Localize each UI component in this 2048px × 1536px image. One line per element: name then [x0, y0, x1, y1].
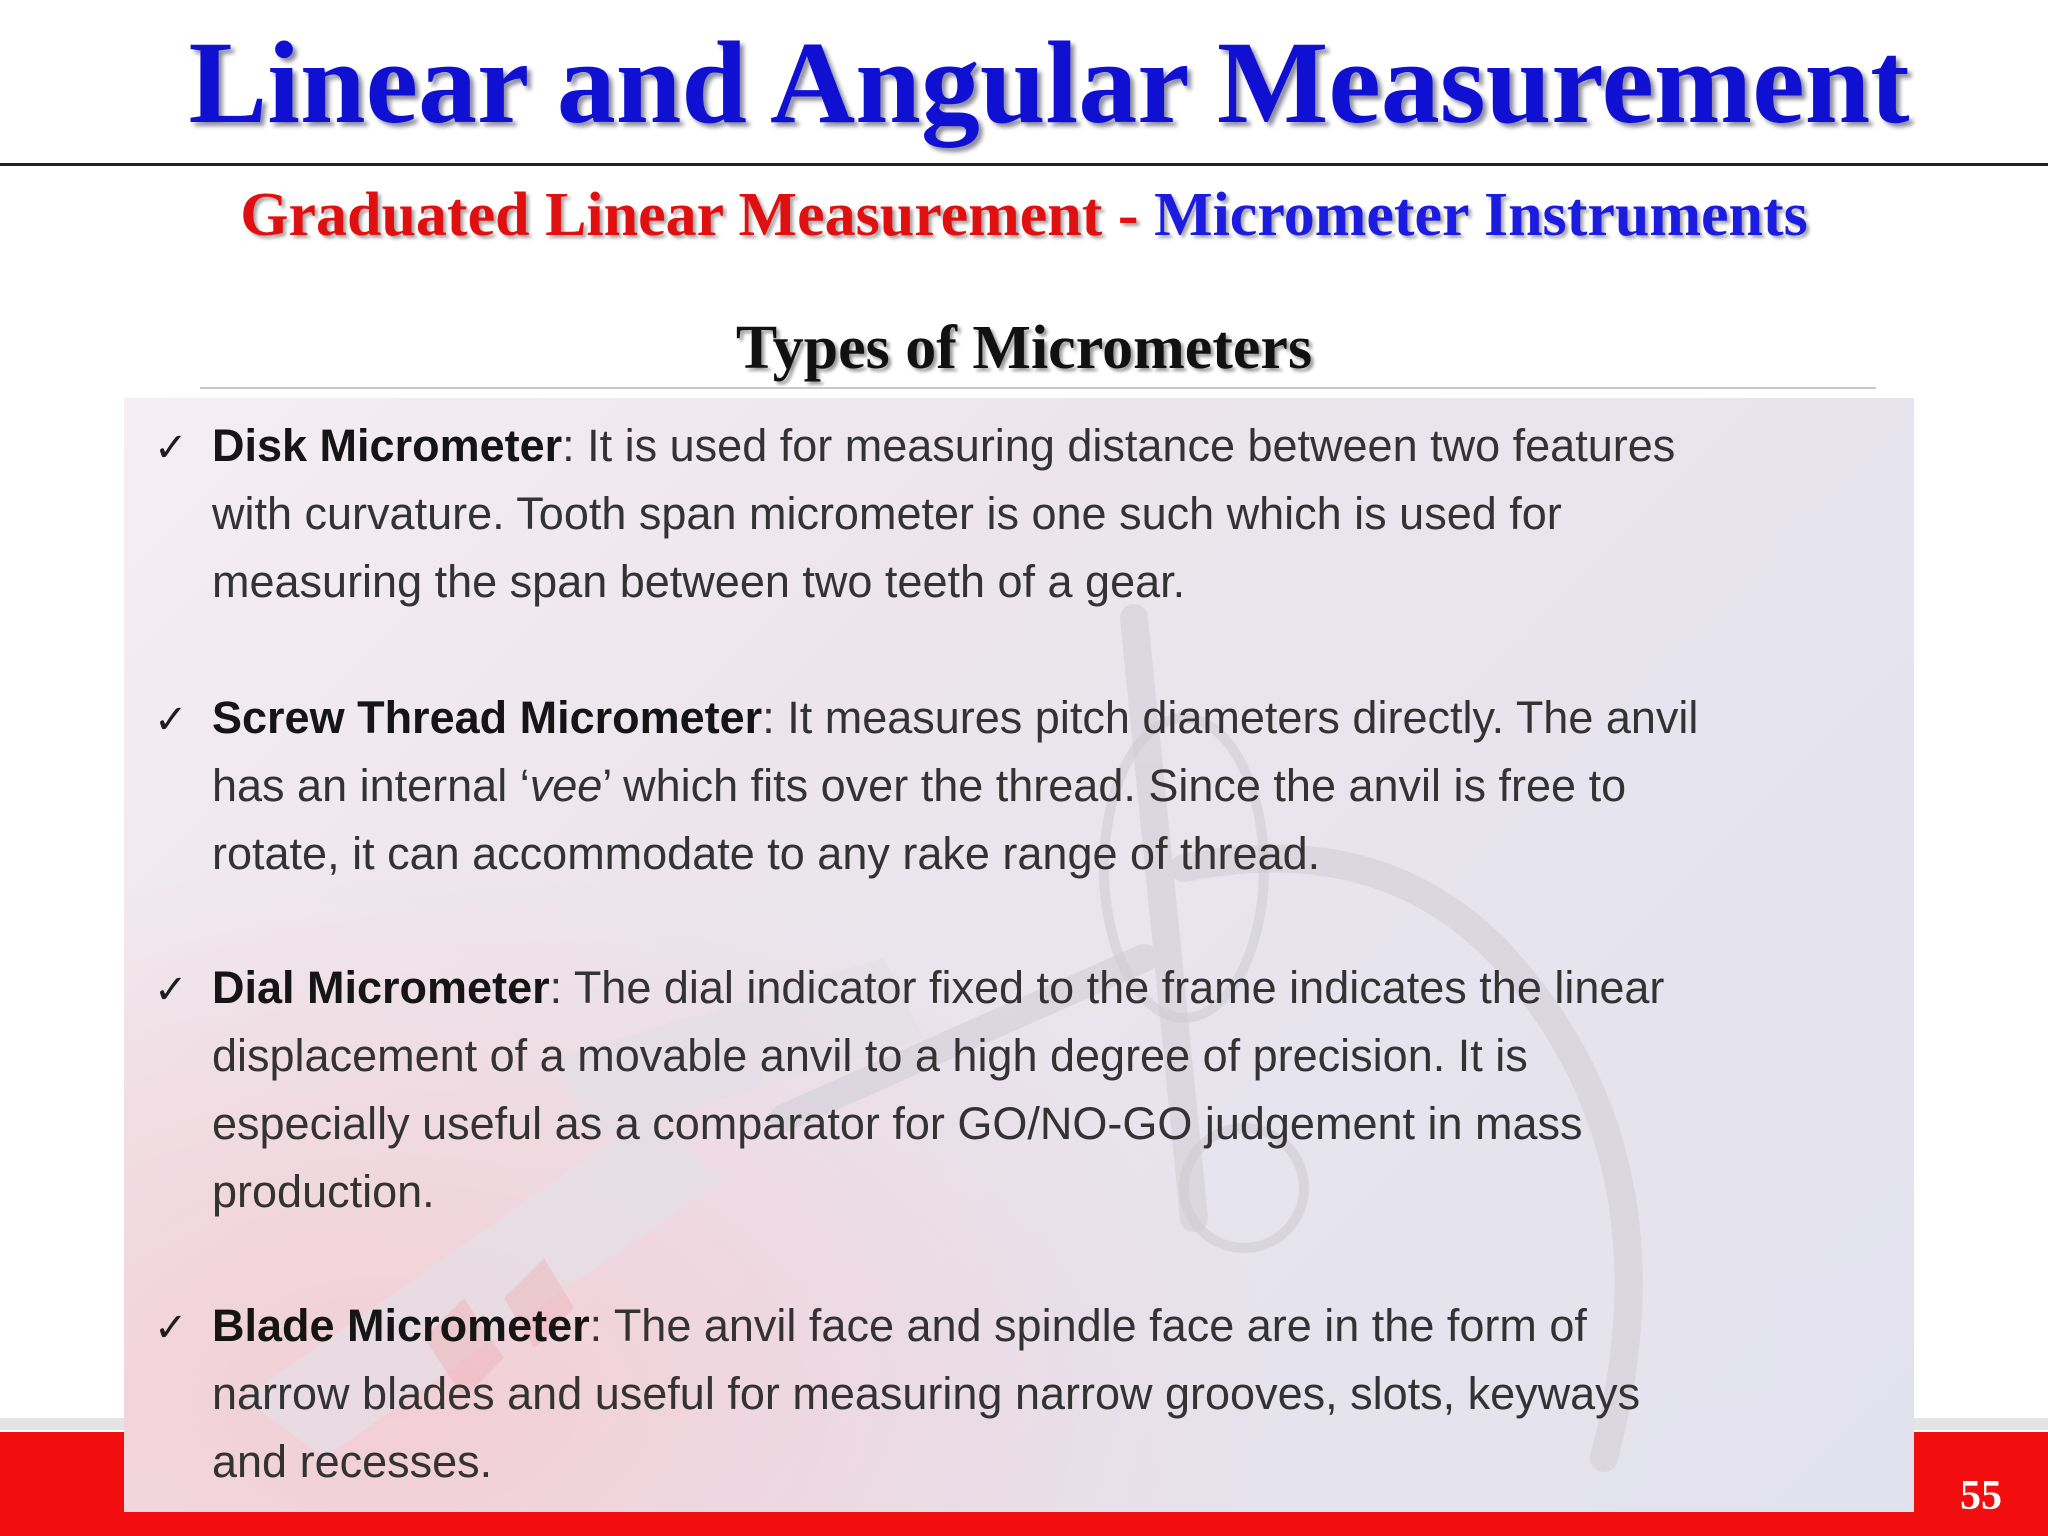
- bullet-line: : The dial indicator fixed to the frame indicates the linear: [549, 962, 1665, 1013]
- bullet-line: especially useful as a comparator for GO/NO-GO judgement in mass: [212, 1098, 1583, 1149]
- bullet-term: Dial Micrometer: [212, 962, 550, 1013]
- bullet-term: Blade Micrometer: [212, 1300, 590, 1351]
- bullet-line: with curvature. Tooth span micrometer is one such which is used for: [212, 488, 1562, 539]
- bullet-line-part: ’ which fits over the thread. Since the anvil is free to: [602, 760, 1627, 811]
- bullet-list: [124, 398, 1914, 1512]
- bullet-term: Disk Micrometer: [212, 420, 563, 471]
- heading-divider: [200, 387, 1876, 389]
- bullet-term: Screw Thread Micrometer: [212, 692, 763, 743]
- bullet-italic-term: vee: [529, 760, 603, 811]
- bullet-line: production.: [212, 1166, 435, 1217]
- bullet-line-part: has an internal ‘: [212, 760, 530, 811]
- bullet-line: : It is used for measuring distance between two features: [562, 420, 1676, 471]
- subtitle-topic: Graduated Linear Measurement: [240, 181, 1103, 249]
- bullet-line: : The anvil face and spindle face are in the form of: [589, 1300, 1587, 1351]
- subtitle-subtopic: Micrometer Instruments: [1154, 181, 1808, 249]
- subtitle-separator: -: [1102, 181, 1155, 249]
- bullet-text: [212, 412, 1912, 480]
- bullet-line: : It measures pitch diameters directly. The anvil: [762, 692, 1699, 743]
- bullet-text: [212, 684, 1912, 752]
- bullet-line: narrow blades and useful for measuring narrow grooves, slots, keyways: [212, 1368, 1641, 1419]
- bullet-text: [212, 954, 1912, 1022]
- check-icon: ✓: [154, 697, 188, 743]
- bullet-line: displacement of a movable anvil to a high degree of precision. It is: [212, 1030, 1528, 1081]
- title-divider: [0, 163, 2048, 166]
- bullet-line: [212, 752, 1912, 820]
- slide-title: Linear and Angular Measurement: [188, 17, 1910, 148]
- slide-subtitle: [0, 180, 2048, 250]
- check-icon: ✓: [154, 425, 188, 471]
- check-icon: ✓: [154, 967, 188, 1013]
- content-panel: [124, 398, 1914, 1512]
- section-heading: Types of Micrometers: [735, 314, 1313, 382]
- check-icon: ✓: [154, 1305, 188, 1351]
- bullet-line: and recesses.: [212, 1436, 493, 1487]
- page-number: 55: [1960, 1473, 2002, 1519]
- bullet-line: rotate, it can accommodate to any rake range of thread.: [212, 828, 1321, 879]
- bullet-text: [212, 1292, 1912, 1360]
- bullet-line: measuring the span between two teeth of a gear.: [212, 556, 1186, 607]
